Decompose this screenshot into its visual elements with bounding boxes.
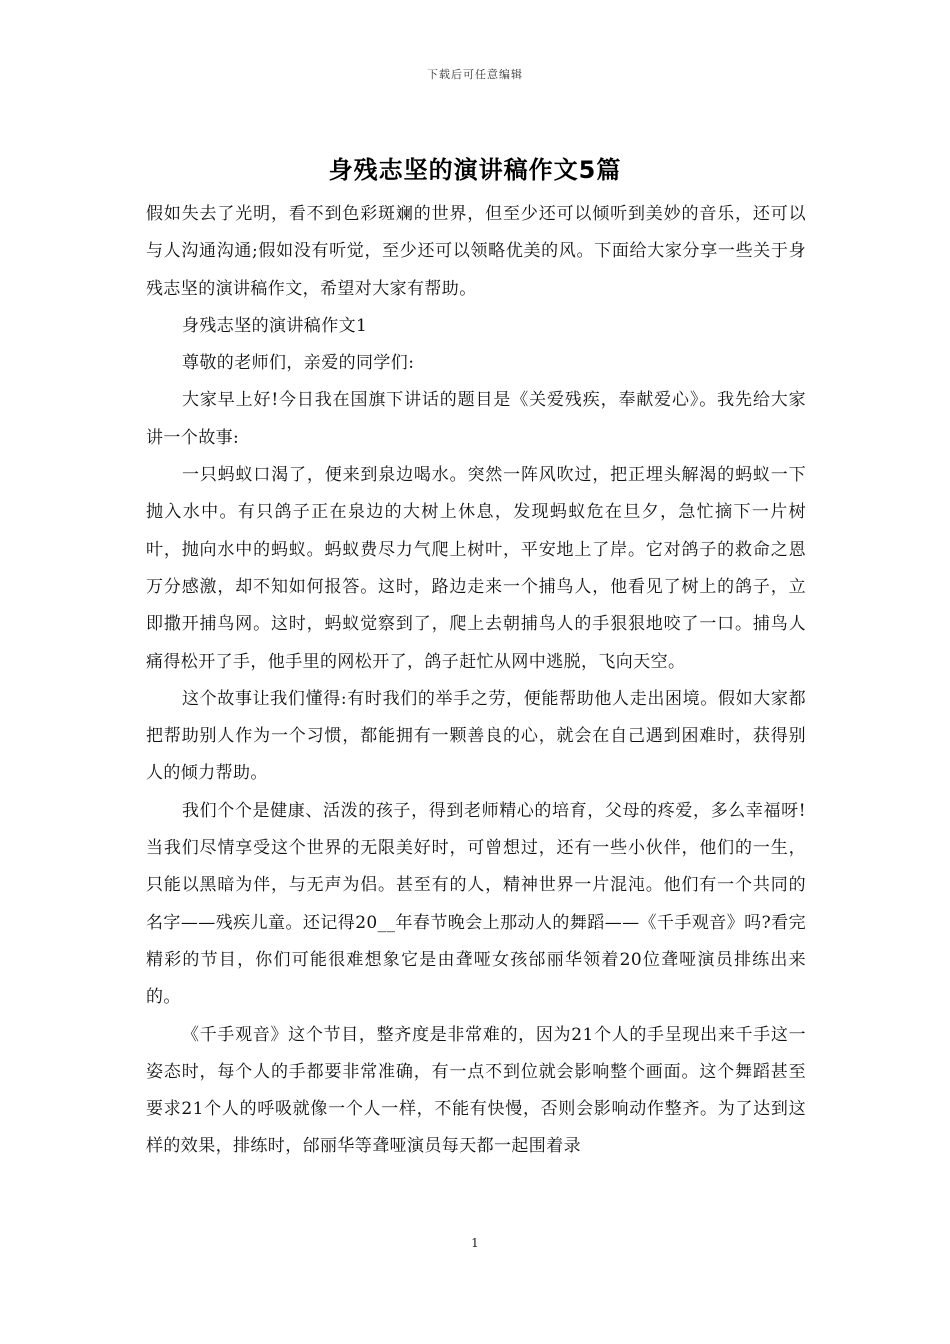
document-body bbox=[146, 196, 806, 1166]
section-heading: 身残志坚的演讲稿作文1 bbox=[182, 315, 368, 336]
salutation-paragraph: 尊敬的老师们，亲爱的同学们: bbox=[182, 353, 415, 374]
page-number: 1 bbox=[471, 1236, 479, 1250]
document-title: 身残志坚的演讲稿作文5篇 bbox=[328, 156, 622, 184]
body-paragraph: 这个故事让我们懂得:有时我们的举手之劳，便能帮助他人走出困境。假如大家都把帮助别人作为一个习惯，都能拥有一颗善良的心，就会在自己遇到困难时，获得别人的倾力帮助。 bbox=[146, 688, 806, 784]
intro-paragraph: 假如失去了光明，看不到色彩斑斓的世界，但至少还可以倾听到美妙的音乐，还可以与人沟通沟通;假如没有听觉，至少还可以领略优美的风。下面给大家分享一些关于身残志坚的演讲稿作文，希望对大家有帮助。 bbox=[146, 204, 806, 299]
body-paragraph: 一只蚂蚁口渴了，便来到泉边喝水。突然一阵风吹过，把正埋头解渴的蚂蚁一下抛入水中。有只鸽子正在泉边的大树上休息，发现蚂蚁危在旦夕，急忙摘下一片树叶，抛向水中的蚂蚁。蚂蚁费尽力气爬上树叶，平安地上了岸。它对鸽子的救命之恩万分感激，却不知如何报答。这时，路边走来一个捕鸟人，他看见了树上的鸽子，立即撒开捕鸟网。这时，蚂蚁觉察到了，爬上去朝捕鸟人的手狠狠地咬了一口。捕鸟人痛得松开了手，他手里的网松开了，鸽子赶忙从网中逃脱，飞向天空。 bbox=[146, 465, 806, 672]
body-paragraph: 我们个个是健康、活泼的孩子，得到老师精心的培育，父母的疼爱，多么幸福呀!当我们尽情享受这个世界的无限美好时，可曾想过，还有一些小伙伴，他们的一生，只能以黑暗为伴，与无声为侣。甚至有的人，精神世界一片混沌。他们有一个共同的名字——残疾儿童。还记得20__年春节晚会上那动人的舞蹈——《千手观音》吗?看完精彩的节目，你们可能很难想象它是由聋哑女孩邰丽华领着20位聋哑演员排练出来的。 bbox=[146, 800, 806, 1008]
body-paragraph: 大家早上好!今日我在国旗下讲话的题目是《关爱残疾，奉献爱心》。我先给大家讲一个故事: bbox=[146, 390, 806, 448]
body-paragraph: 《千手观音》这个节目，整齐度是非常难的，因为21个人的手呈现出来千手这一姿态时，每个人的手都要非常准确，有一点不到位就会影响整个画面。这个舞蹈甚至要求21个人的呼吸就像一个人一样，不能有快慢，否则会影响动作整齐。为了达到这样的效果，排练时，邰丽华等聋哑演员每天都一起围着录 bbox=[146, 1024, 806, 1157]
page-header: 下载后可任意编辑 bbox=[427, 68, 523, 81]
